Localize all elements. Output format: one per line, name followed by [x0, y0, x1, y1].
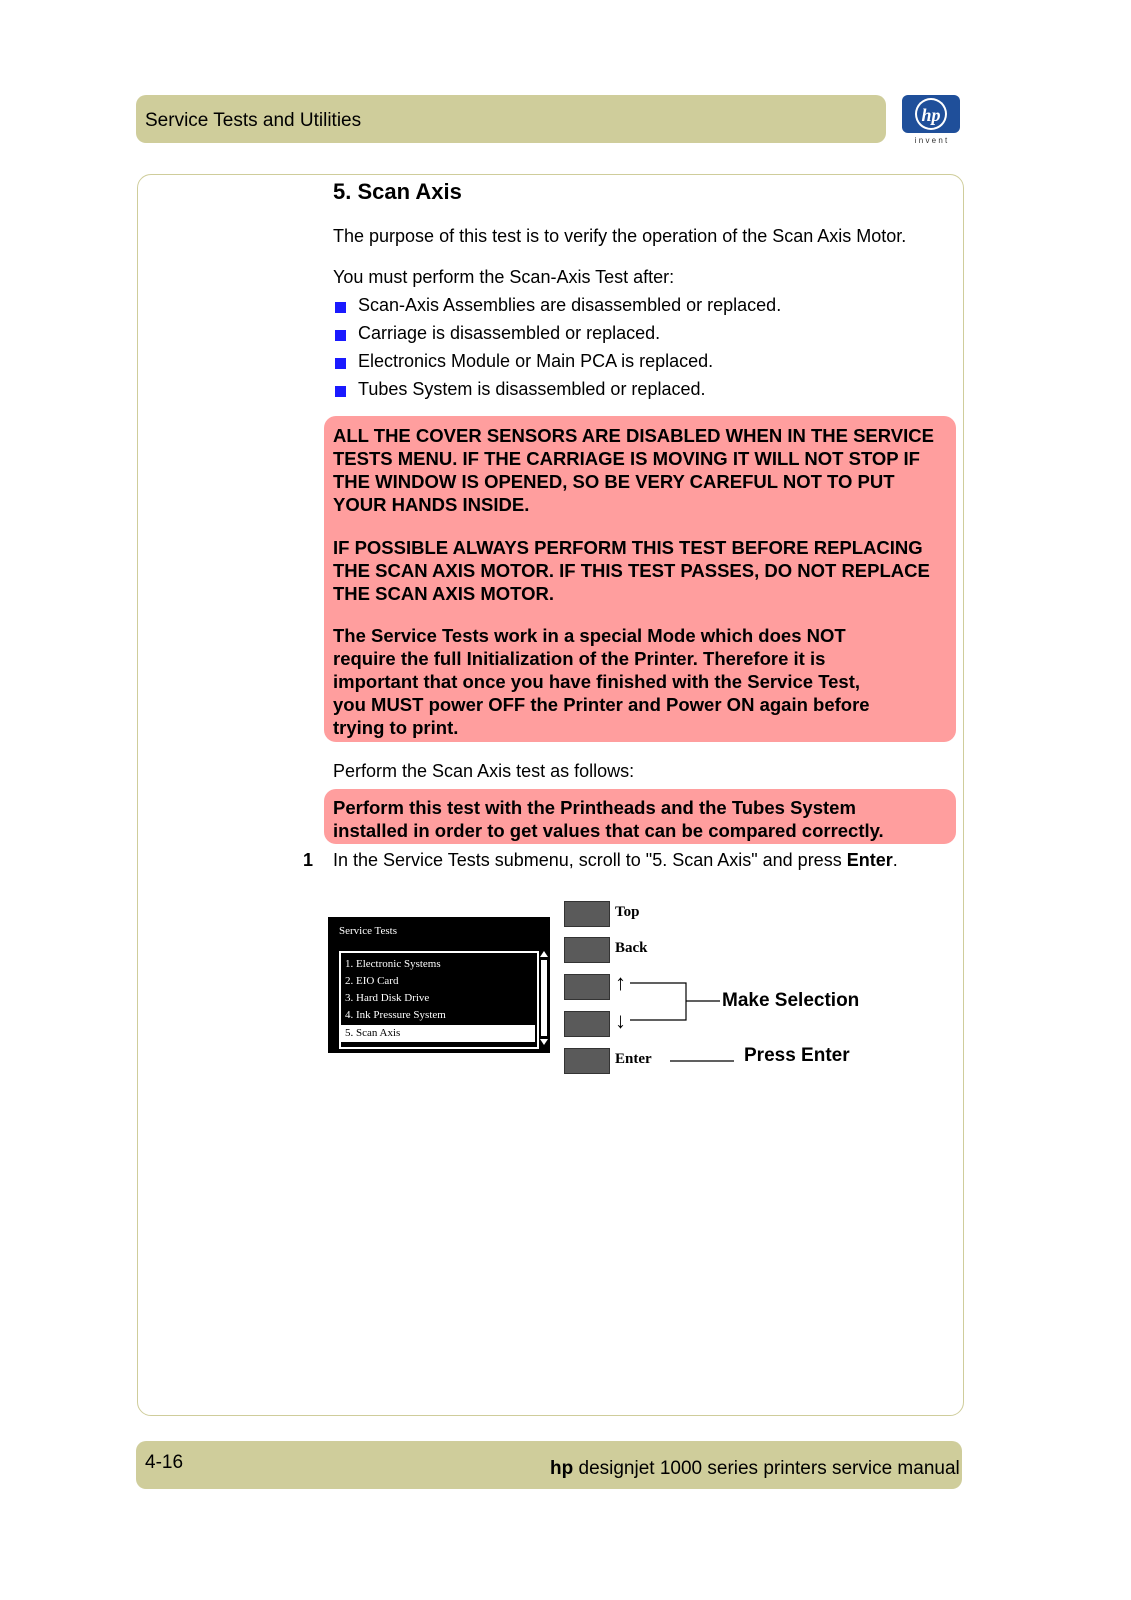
page-number: 4-16 — [145, 1452, 184, 1473]
lcd-title: Service Tests — [339, 925, 397, 937]
up-arrow-key — [564, 974, 610, 1000]
bullet-item: Carriage is disassembled or replaced. — [358, 323, 661, 343]
note-text: Perform this test with the Printheads and the Tubes System installed in order to get values that can be compared correctly. — [333, 797, 884, 841]
page-header-title: Service Tests and Utilities — [145, 110, 362, 131]
logo-tagline: i n v e n t — [914, 136, 948, 145]
intro-text: You must perform the Scan-Axis Test after: — [333, 267, 675, 287]
bullet-item: Scan-Axis Assemblies are disassembled or replaced. — [358, 295, 782, 315]
selection-bracket — [630, 980, 720, 1024]
lcd-menu-item-selected: 5. Scan Axis — [345, 1027, 401, 1039]
top-key — [564, 901, 610, 927]
back-key — [564, 937, 610, 963]
warning-para-3: The Service Tests work in a special Mode which does NOT require the full Initialization of the Printer. Therefore it is important that once you have finished with the Service Test, you MUST power OFF the Printer and Power ON again before trying to print. — [333, 625, 870, 738]
enter-key-label: Enter — [615, 1051, 652, 1067]
down-arrow-icon: ↓ — [615, 1008, 626, 1033]
footer-manual-title: hp designjet 1000 series printers service manual — [550, 1458, 960, 1479]
purpose-text: The purpose of this test is to verify the operation of the Scan Axis Motor. — [333, 226, 907, 246]
make-selection-callout: Make Selection — [722, 990, 860, 1011]
bullet-item: Electronics Module or Main PCA is replaced. — [358, 351, 714, 371]
top-key-label: Top — [615, 904, 640, 920]
lcd-menu-item: 1. Electronic Systems — [345, 958, 441, 970]
bullet-icon — [335, 330, 346, 341]
back-key-label: Back — [615, 940, 648, 956]
step-number: 1 — [303, 850, 314, 870]
up-arrow-icon: ↑ — [615, 970, 626, 995]
lcd-menu-item: 2. EIO Card — [345, 975, 399, 987]
bullet-icon — [335, 358, 346, 369]
lcd-menu-item: 4. Ink Pressure System — [345, 1009, 446, 1021]
bullet-icon — [335, 302, 346, 313]
procedure-intro: Perform the Scan Axis test as follows: — [333, 761, 635, 781]
down-arrow-key — [564, 1011, 610, 1037]
lcd-scrollbar — [540, 951, 548, 1045]
bullet-icon — [335, 386, 346, 397]
bullet-item: Tubes System is disassembled or replaced. — [358, 379, 706, 399]
lcd-menu-item: 3. Hard Disk Drive — [345, 992, 430, 1004]
section-title: 5. Scan Axis — [333, 179, 462, 204]
enter-connector-line — [670, 1059, 740, 1063]
warning-para-1: ALL THE COVER SENSORS ARE DISABLED WHEN IN THE SERVICE TESTS MENU. IF THE CARRIAGE IS MOVING IT WILL NOT STOP IF THE WINDOW IS OPENED, SO BE VERY CAREFUL NOT TO PUT YOUR HANDS INSIDE. — [333, 425, 934, 515]
logo-text: hp — [921, 105, 941, 125]
press-enter-callout: Press Enter — [744, 1045, 850, 1066]
warning-para-2: IF POSSIBLE ALWAYS PERFORM THIS TEST BEFORE REPLACING THE SCAN AXIS MOTOR. IF THIS TEST PASSES, DO NOT REPLACE THE SCAN AXIS MOTOR. — [333, 537, 930, 604]
step-text: In the Service Tests submenu, scroll to "5. Scan Axis" and press Enter. — [333, 850, 898, 870]
enter-key — [564, 1048, 610, 1074]
hp-logo — [900, 95, 962, 145]
